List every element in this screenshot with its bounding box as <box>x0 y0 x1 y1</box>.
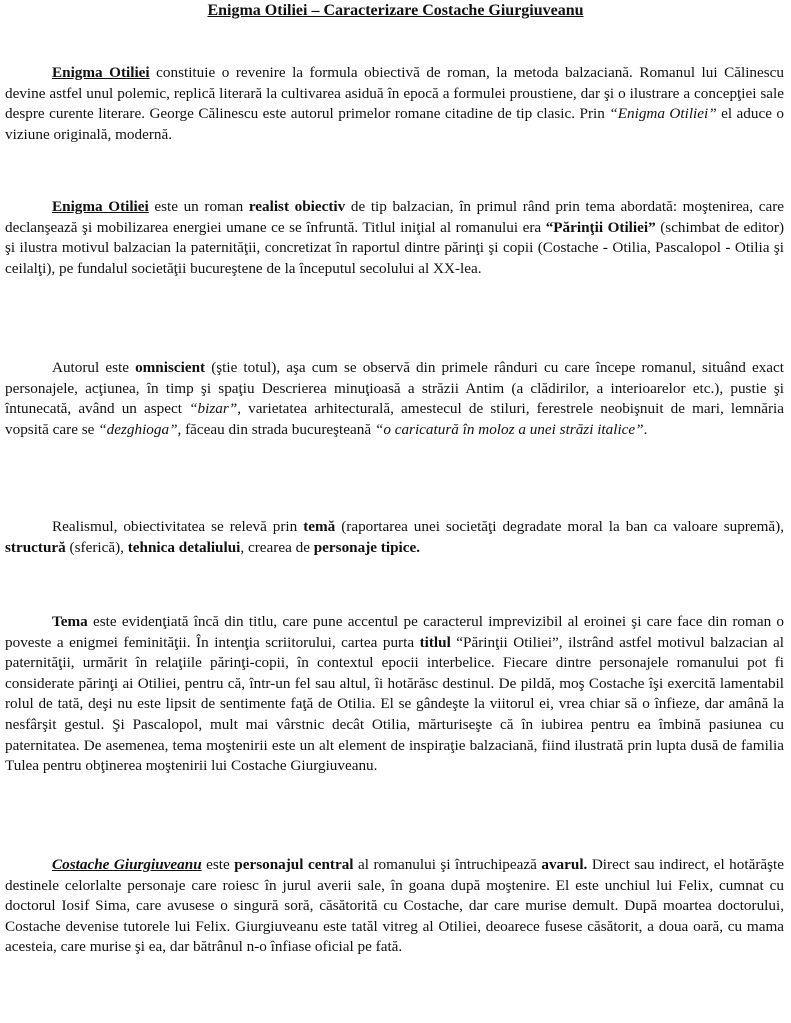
bold-term: personaje tipice. <box>313 538 421 556</box>
paragraph-objectivity <box>5 517 784 558</box>
paragraph-costache <box>5 855 784 958</box>
text: constituie o revenire la formula obiectivă de roman, la metoda balzaciană. Romanul lui Călinescu devine astfel unul polemic, replică literară la cultivarea asiduă în epocă a formulei proustiene, dar şi o ilustrare a concepţiei sale despre curente literare. George Călinescu este autorul primelor romane citadine de tip clasic. Prin <box>5 64 784 123</box>
italic-quote: “bizar” <box>189 400 238 418</box>
text: “Părinţii Otiliei”, ilstrând astfel motivul balzacian al paternităţii, urmărit în relaţiile părinţi-copii, în contextul epocii interbelice. Fiecare dintre personajele romanului pot fi considerate părinţi ai Otiliei, pentru că, într-un fel sau altul, îi hotărăsc destinul. De pildă, moş Costache îşi exercită lamentabil rolul de tată, deşi nu este lipsit de sentimente faţă de Otilia. El se gândeşte la viitorul ei, vrea chiar să o înfieze, dar amână la nesfârşit gestul. Şi Pascalopol, mult mai vârstnic decât Otilia, mărturiseşte că în iubirea pentru ea îmbină pasiunea cu paternitatea. De asemenea, tema moştenirii este un alt element de inspiraţie balzaciană, fiind ilustrată prin lupta dusă de familia Tulea pentru obţinerea moştenirii lui Costache Giurgiuveanu. <box>5 633 784 775</box>
character-name: Costache Giurgiuveanu <box>52 856 202 873</box>
text: , crearea de <box>240 538 314 556</box>
text: Realismul, obiectivitatea se relevă prin <box>52 518 304 535</box>
italic-quote: “dezghioga” <box>98 420 178 438</box>
bold-term: tehnica detaliului <box>127 538 241 556</box>
text: Autorul este <box>52 359 136 376</box>
italic-title: “Enigma Otiliei” <box>609 105 717 123</box>
bold-term: personajul central <box>234 856 354 873</box>
italic-quote: “o caricatură în moloz a unei străzi italice” <box>374 420 644 438</box>
text: este <box>201 856 235 873</box>
page-title: Enigma Otiliei – Caracterizare Costache Giurgiuveanu <box>207 2 584 19</box>
text: de tip balzacian, în primul rând prin tema abordată: moştenirea, care declanşează şi mobilizarea energiei umane ce se înfruntă. Titlul iniţial al romanului era <box>5 198 784 236</box>
text: al romanului şi întruchipează <box>353 856 542 873</box>
bold-term: avarul. <box>541 856 588 873</box>
text: el aduce o viziune originală, modernă. <box>5 105 784 143</box>
bold-term: temă <box>303 518 336 535</box>
text: (raportarea unei societăţi degradate moral la ban ca valoare supremă), <box>335 518 784 535</box>
text: , făceau din strada bucureşteană <box>177 420 375 438</box>
bold-term: Tema <box>52 613 88 630</box>
paragraph-intro <box>5 63 784 145</box>
bold-term: “Părinţii Otiliei” <box>545 218 656 236</box>
bold-term: omniscient <box>135 359 206 376</box>
novel-title: Enigma Otiliei <box>52 64 150 81</box>
text: este evidenţiată încă din titlu, care pune accentul pe caracterul imprevizibil al eroinei şi care face din roman o poveste a enigmei feminităţii. În intenţia scriitorului, cartea purta <box>5 613 784 651</box>
text: (schimbat de editor) şi ilustra motivul balzacian la paternităţii, concretizat în raportul dintre părinţi şi copii (Costache - Otilia, Pascalopol - Otilia şi ceilalţi), pe fundalul societăţii bucureştene de la începutul secolului al XX-lea. <box>5 218 784 277</box>
text: , varietatea arhitecturală, amestecul de stiluri, ferestrele neobişnuit de mari, lemnăria vopsită care se <box>5 400 784 438</box>
bold-term: structură <box>5 538 66 556</box>
bold-term: titlul <box>419 633 451 651</box>
paragraph-narrator <box>5 358 784 440</box>
novel-title: Enigma Otiliei <box>52 198 149 215</box>
bold-term: realist obiectiv <box>248 198 346 215</box>
paragraph-theme <box>5 612 784 777</box>
text: (ştie totul), aşa cum se observă din primele rânduri cu care începe romanul, situând exact personajele, acţiunea, în timp şi spaţiu Descrierea minuţioasă a străzii Antim (a clădirilor, a interioarelor etc.), pustie şi întunecată, având un aspect <box>5 359 785 418</box>
text: este un roman <box>148 198 249 215</box>
paragraph-realism <box>5 197 784 279</box>
text: . <box>643 420 648 438</box>
text: (sferică), <box>65 538 128 556</box>
text: Direct sau indirect, el hotărăşte destinele celorlalte personaje care roiesc în jurul averii sale, în goana după moştenire. El este unchiul lui Felix, cumnat cu doctorul Iosif Sima, care avusese o singură soră, căsătorită cu Costache, dar care murise demult. După moartea doctorului, Costache devenise tutorele lui Felix. Giurgiuveanu este tatăl vitreg al Otiliei, deoarece fusese căsătorit, a doua oară, cu mama acesteia, care murise şi ea, dar bătrânul n-o înfiase oficial pe fată. <box>5 856 784 956</box>
